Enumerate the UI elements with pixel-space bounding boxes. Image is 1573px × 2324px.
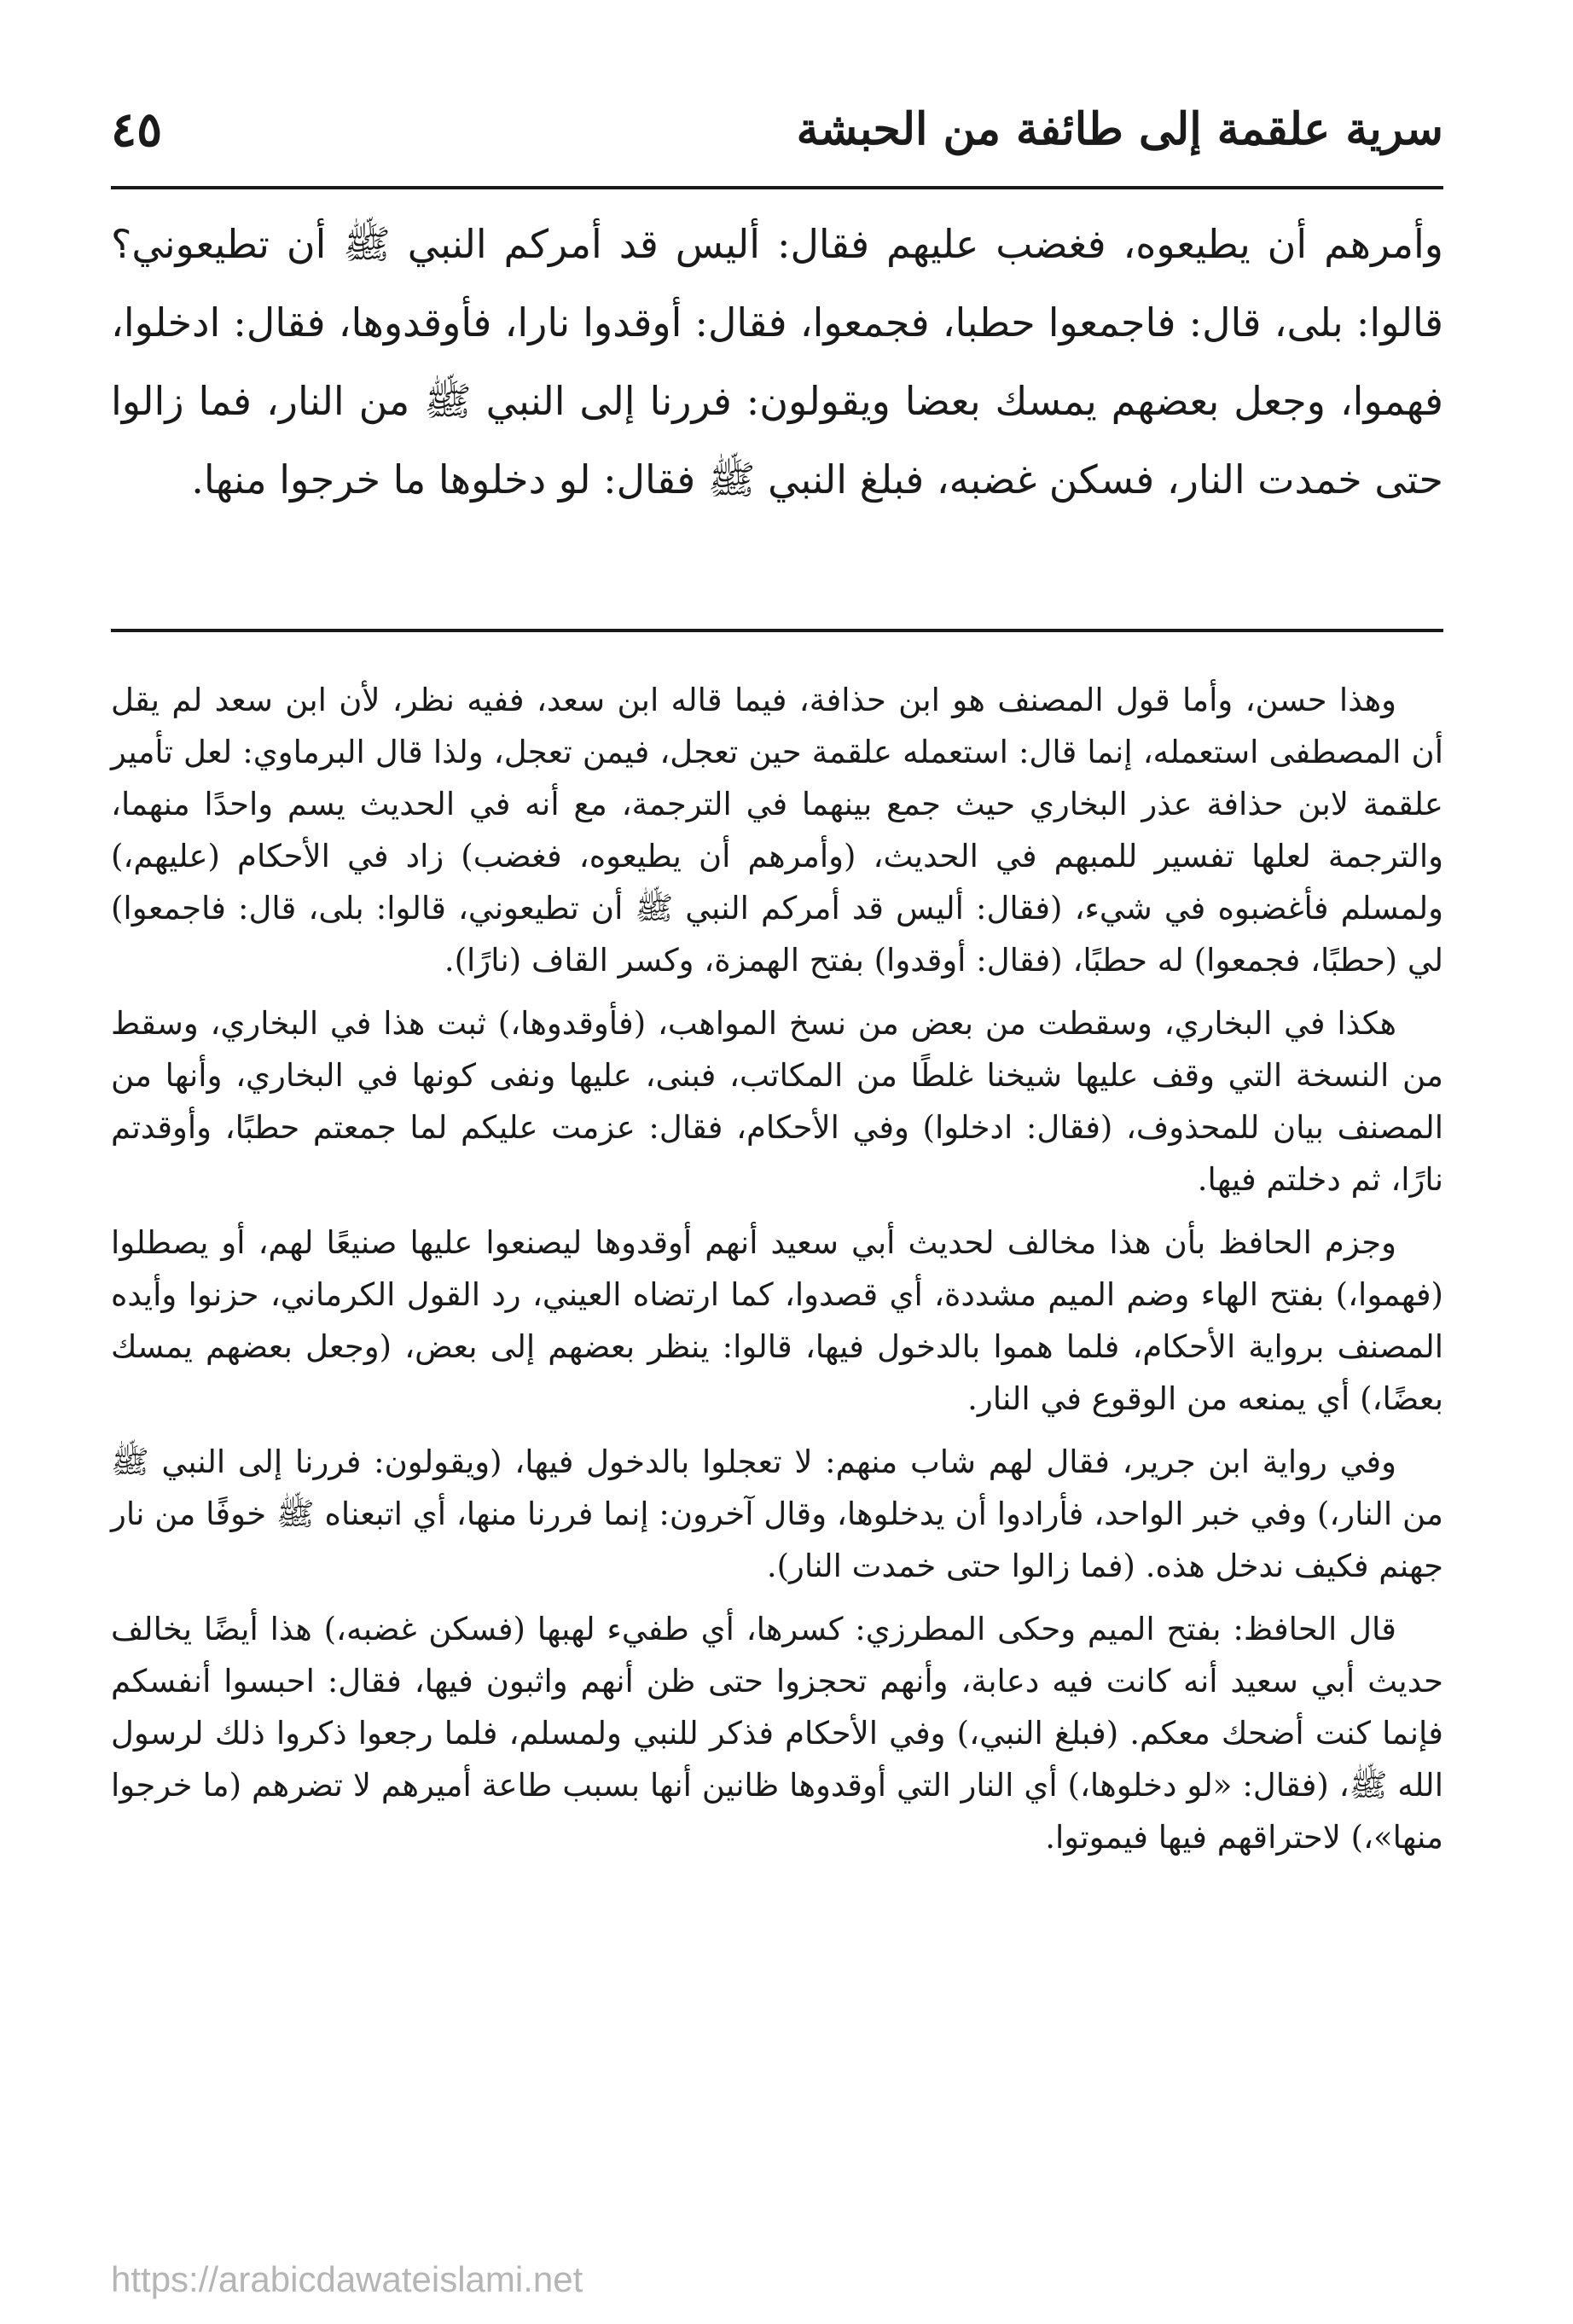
commentary-paragraph: هكذا في البخاري، وسقطت من بعض من نسخ المواهب، (فأوقدوها،) ثبت هذا في البخاري، وسقط من النسخة التي وقف عليها شيخنا غلطًا من المكاتب، فبنى، عليها ونفى كونها في البخاري، وأنها من المصنف بيان للمحذوف، (فقال: ادخلوا) وفي الأحكام، فقال: عزمت عليكم لما جمعتم حطبًا، وأوقدتم نارًا، ثم دخلتم فيها. [111, 1005, 1443, 1198]
hadith-text-block [111, 205, 1443, 519]
commentary-paragraph: وجزم الحافظ بأن هذا مخالف لحديث أبي سعيد أنهم أوقدوها ليصنعوا عليها صنيعًا لهم، أو يصطلوا (فهموا،) بفتح الهاء وضم الميم مشددة، أي قصدوا، كما ارتضاه العيني، رد القول الكرماني، حزنوا وأيده المصنف برواية الأحكام، فلما هموا بالدخول فيها، قالوا: ينظر بعضهم إلى بعض، (وجعل بعضهم يمسك بعضًا،) أي يمنعه من الوقوع في النار. [111, 1224, 1443, 1417]
text-divider [111, 629, 1443, 632]
commentary-paragraph: قال الحافظ: بفتح الميم وحكى المطرزي: كسرها، أي طفيء لهبها (فسكن غضبه،) هذا أيضًا يخالف حديث أبي سعيد أنه كانت فيه دعابة، وأنهم تحجزوا حتى ظن أنهم واثبون فيها، فقال: احبسوا أنفسكم فإنما كنت أضحك معكم. (فبلغ النبي،) وفي الأحكام فذكر للنبي ولمسلم، فلما رجعوا ذكروا ذلك لرسول الله ﷺ، (فقال: «لو دخلوها،) أي النار التي أوقدوها ظانين أنها بسبب طاعة أميرهم لا تضرهم (ما خرجوا منها»،) لاحتراقهم فيها فيموتوا. [111, 1611, 1443, 1856]
running-title: سرية علقمة إلى طائفة من الحبشة [796, 103, 1443, 155]
commentary-paragraph: وهذا حسن، وأما قول المصنف هو ابن حذافة، فيما قاله ابن سعد، ففيه نظر، لأن ابن سعد لم يقل أن المصطفى استعمله، إنما قال: استعمله علقمة حين تعجل، فيمن تعجل، ولذا قال البرماوي: لعل تأمير علقمة لابن حذافة عذر البخاري حيث جمع بينهما في الترجمة، مع أنه في الحديث يسم واحدًا منهما، والترجمة لعلها تفسير للمبهم في الحديث، (وأمرهم أن يطيعوه، فغضب) زاد في الأحكام (عليهم،) ولمسلم فأغضبوه في شيء، (فقال: أليس قد أمركم النبي ﷺ أن تطيعوني، قالوا: بلى، قال: فاجمعوا) لي (حطبًا، فجمعوا) له حطبًا، (فقال: أوقدوا) بفتح الهمزة، وكسر القاف (نارًا). [111, 682, 1443, 979]
hadith-paragraph: وأمرهم أن يطيعوه، فغضب عليهم فقال: أليس قد أمركم النبي ﷺ أن تطيعوني؟ قالوا: بلى، قال: فاجمعوا حطبا، فجمعوا، فقال: أوقدوا نارا، فأوقدوها، فقال: ادخلوا، فهموا، وجعل بعضهم يمسك بعضا ويقولون: فررنا إلى النبي ﷺ من النار، فما زالوا حتى خمدت النار، فسكن غضبه، فبلغ النبي ﷺ فقال: لو دخلوها ما خرجوا منها. [111, 221, 1443, 503]
header-divider [111, 186, 1443, 189]
page-number: ٤٥ [111, 102, 163, 158]
commentary-paragraph: وفي رواية ابن جرير، فقال لهم شاب منهم: لا تعجلوا بالدخول فيها، (ويقولون: فررنا إلى النبي ﷺ من النار،) وفي خبر الواحد، فأرادوا أن يدخلوها، وقال آخرون: إنما فررنا منها، أي اتبعناه ﷺ خوفًا من نار جهنم فكيف ندخل هذه. (فما زالوا حتى خمدت النار). [111, 1444, 1443, 1584]
commentary-block [111, 674, 1443, 1874]
page-header [111, 96, 1443, 164]
watermark-url: https://arabicdawateislami.net [111, 2259, 583, 2299]
